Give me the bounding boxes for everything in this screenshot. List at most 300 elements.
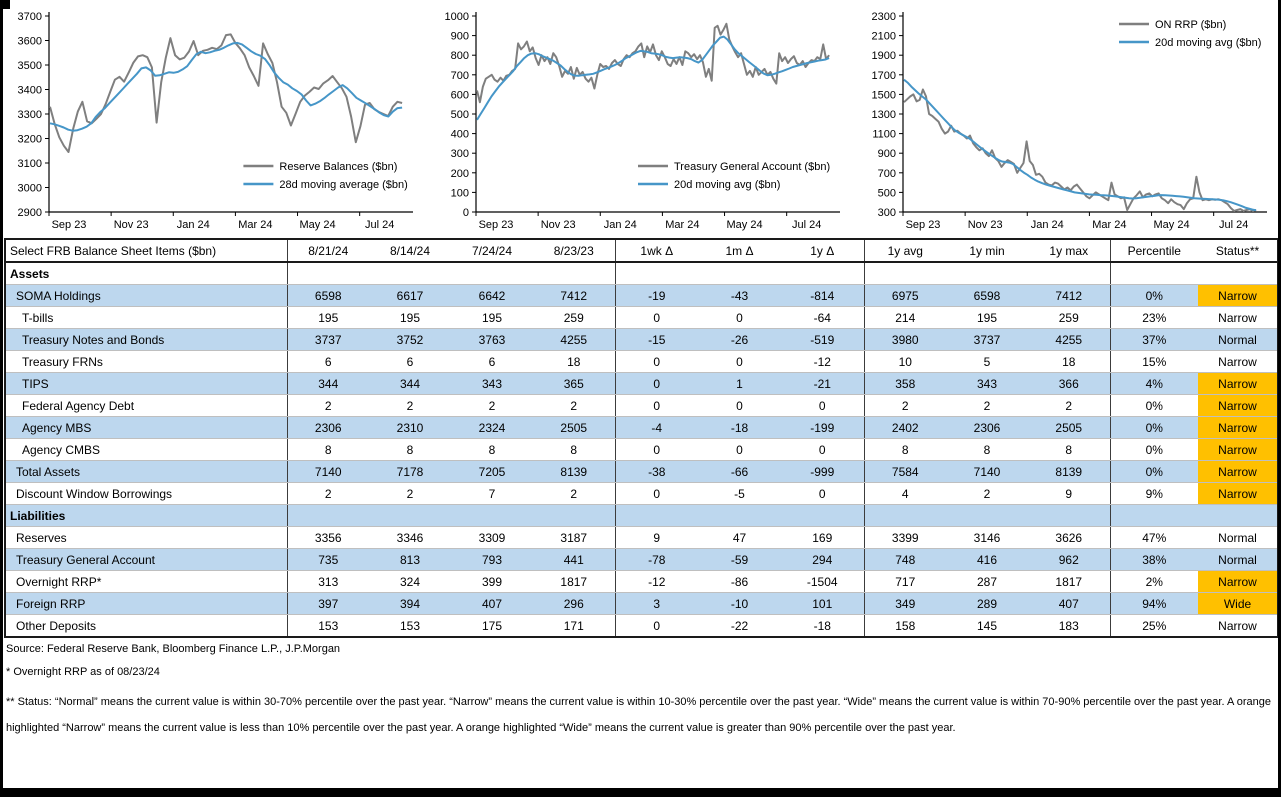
row-label: Other Deposits — [5, 615, 287, 638]
y-tick-label: 2300 — [871, 11, 896, 23]
value-cell: 7140 — [287, 461, 369, 483]
y-tick-label: 300 — [877, 207, 896, 219]
y-tick-label: 3700 — [17, 11, 42, 23]
status-badge: Normal — [1198, 527, 1278, 549]
y-tick-label: 3500 — [17, 60, 42, 72]
series-line-0 — [50, 34, 402, 152]
value-cell: 2 — [946, 395, 1028, 417]
y-tick-label: 800 — [450, 50, 469, 63]
legend-label: Reserve Balances ($bn) — [279, 161, 398, 173]
value-cell: 6642 — [451, 285, 533, 307]
value-cell: 717 — [864, 571, 946, 593]
value-cell: -64 — [781, 307, 864, 329]
value-cell: 358 — [864, 373, 946, 395]
section-row — [5, 262, 1278, 285]
chart-treasury-general-account-svg — [430, 6, 854, 238]
value-cell: 169 — [781, 527, 864, 549]
table-row — [5, 395, 1278, 417]
x-tick-label: Sep 23 — [905, 219, 941, 231]
column-header: 1y max — [1028, 239, 1110, 262]
status-badge: Narrow — [1198, 439, 1278, 461]
table-row — [5, 373, 1278, 395]
empty-cell — [451, 505, 533, 527]
value-cell: -10 — [698, 593, 781, 615]
row-label: Total Assets — [5, 461, 287, 483]
empty-cell — [698, 262, 781, 285]
row-label: Treasury Notes and Bonds — [5, 329, 287, 351]
x-tick-label: Sep 23 — [478, 219, 514, 231]
y-tick-label: 3000 — [17, 182, 42, 195]
value-cell: 195 — [946, 307, 1028, 329]
value-cell: -86 — [698, 571, 781, 593]
value-cell: 183 — [1028, 615, 1110, 638]
status-badge: Narrow — [1198, 571, 1278, 593]
value-cell: 324 — [369, 571, 451, 593]
table-title: Select FRB Balance Sheet Items ($bn) — [5, 239, 287, 262]
table-row — [5, 307, 1278, 329]
balance-sheet-table — [4, 238, 1279, 638]
value-cell: 343 — [946, 373, 1028, 395]
status-badge: Narrow — [1198, 483, 1278, 505]
value-cell: 6598 — [287, 285, 369, 307]
y-tick-label: 400 — [450, 128, 469, 141]
charts-row — [3, 0, 1278, 238]
chart-on-rrp — [857, 6, 1281, 238]
y-tick-label: 200 — [450, 167, 469, 180]
value-cell: 6975 — [864, 285, 946, 307]
value-cell: 18 — [533, 351, 615, 373]
empty-cell — [1110, 505, 1198, 527]
status-badge: Narrow — [1198, 461, 1278, 483]
status-badge: Narrow — [1198, 395, 1278, 417]
empty-cell — [1028, 505, 1110, 527]
column-header: 1y min — [946, 239, 1028, 262]
value-cell: 0 — [615, 395, 698, 417]
empty-cell — [781, 505, 864, 527]
series-line-1 — [904, 80, 1256, 211]
value-cell: 7 — [451, 483, 533, 505]
column-header: 7/24/24 — [451, 239, 533, 262]
y-tick-label: 900 — [877, 148, 896, 161]
value-cell: 2 — [533, 395, 615, 417]
value-cell: 1817 — [533, 571, 615, 593]
y-tick-label: 0 — [462, 207, 469, 219]
y-tick-label: 900 — [450, 30, 469, 43]
value-cell: 3763 — [451, 329, 533, 351]
row-label: Agency MBS — [5, 417, 287, 439]
empty-cell — [615, 505, 698, 527]
value-cell: 101 — [781, 593, 864, 615]
value-cell: -4 — [615, 417, 698, 439]
value-cell: 344 — [369, 373, 451, 395]
table-header — [5, 239, 1278, 262]
percentile-cell: 38% — [1110, 549, 1198, 571]
table-row — [5, 461, 1278, 483]
y-tick-label: 2100 — [871, 30, 896, 43]
y-tick-label: 300 — [450, 148, 469, 161]
legend-label: 28d moving average ($bn) — [279, 179, 408, 191]
value-cell: 7412 — [533, 285, 615, 307]
section-row — [5, 505, 1278, 527]
column-header: 1y avg — [864, 239, 946, 262]
percentile-cell: 0% — [1110, 461, 1198, 483]
value-cell: 3146 — [946, 527, 1028, 549]
value-cell: 8 — [864, 439, 946, 461]
value-cell: -43 — [698, 285, 781, 307]
value-cell: 7140 — [946, 461, 1028, 483]
y-tick-label: 1700 — [871, 69, 896, 82]
percentile-cell: 0% — [1110, 439, 1198, 461]
empty-cell — [451, 262, 533, 285]
value-cell: 3346 — [369, 527, 451, 549]
row-label: Treasury General Account — [5, 549, 287, 571]
status-badge: Narrow — [1198, 285, 1278, 307]
value-cell: 195 — [369, 307, 451, 329]
y-tick-label: 1500 — [871, 89, 896, 102]
value-cell: 0 — [698, 307, 781, 329]
value-cell: 2 — [369, 483, 451, 505]
value-cell: 1 — [698, 373, 781, 395]
legend-label: Treasury General Account ($bn) — [674, 161, 831, 173]
value-cell: 3737 — [287, 329, 369, 351]
table-row — [5, 351, 1278, 373]
percentile-cell: 23% — [1110, 307, 1198, 329]
value-cell: 4255 — [533, 329, 615, 351]
percentile-cell: 94% — [1110, 593, 1198, 615]
value-cell: 195 — [451, 307, 533, 329]
percentile-cell: 47% — [1110, 527, 1198, 549]
value-cell: 4 — [864, 483, 946, 505]
value-cell: 793 — [451, 549, 533, 571]
value-cell: 6617 — [369, 285, 451, 307]
empty-cell — [1028, 262, 1110, 285]
value-cell: 0 — [615, 439, 698, 461]
value-cell: 2310 — [369, 417, 451, 439]
empty-cell — [864, 505, 946, 527]
source-note: Source: Federal Reserve Bank, Bloomberg Finance L.P., J.P.Morgan — [6, 643, 341, 655]
y-tick-label: 3200 — [17, 133, 42, 146]
value-cell: -15 — [615, 329, 698, 351]
value-cell: 407 — [1028, 593, 1110, 615]
value-cell: 2 — [287, 483, 369, 505]
value-cell: -5 — [698, 483, 781, 505]
value-cell: 962 — [1028, 549, 1110, 571]
percentile-cell: 9% — [1110, 483, 1198, 505]
y-tick-label: 3600 — [17, 35, 42, 48]
x-tick-label: Nov 23 — [967, 219, 1003, 231]
legend-label: ON RRP ($bn) — [1155, 19, 1227, 31]
value-cell: -21 — [781, 373, 864, 395]
status-badge: Normal — [1198, 329, 1278, 351]
chart-treasury-general-account — [430, 6, 857, 238]
column-header: 1wk Δ — [615, 239, 698, 262]
row-label: Assets — [5, 262, 287, 285]
chart-on-rrp-svg — [857, 6, 1281, 238]
value-cell: 47 — [698, 527, 781, 549]
empty-cell — [1110, 262, 1198, 285]
value-cell: 7412 — [1028, 285, 1110, 307]
value-cell: 735 — [287, 549, 369, 571]
table-row — [5, 285, 1278, 307]
value-cell: 313 — [287, 571, 369, 593]
y-tick-label: 1000 — [444, 11, 469, 23]
value-cell: 7205 — [451, 461, 533, 483]
series-line-1 — [50, 43, 402, 131]
value-cell: 2 — [864, 395, 946, 417]
value-cell: 441 — [533, 549, 615, 571]
value-cell: 407 — [451, 593, 533, 615]
value-cell: 8 — [946, 439, 1028, 461]
row-label: Foreign RRP — [5, 593, 287, 615]
value-cell: -814 — [781, 285, 864, 307]
series-line-0 — [477, 24, 829, 102]
value-cell: 5 — [946, 351, 1028, 373]
legend-label: 20d moving avg ($bn) — [1155, 37, 1262, 49]
empty-cell — [946, 505, 1028, 527]
x-tick-label: May 24 — [1153, 219, 1190, 231]
value-cell: 349 — [864, 593, 946, 615]
value-cell: 2306 — [946, 417, 1028, 439]
y-tick-label: 3400 — [17, 84, 42, 97]
value-cell: 343 — [451, 373, 533, 395]
value-cell: 9 — [1028, 483, 1110, 505]
status-badge: Narrow — [1198, 417, 1278, 439]
value-cell: 344 — [287, 373, 369, 395]
value-cell: 3399 — [864, 527, 946, 549]
value-cell: 2505 — [533, 417, 615, 439]
table-body — [5, 262, 1278, 637]
value-cell: 2 — [946, 483, 1028, 505]
value-cell: 0 — [698, 351, 781, 373]
x-tick-label: Mar 24 — [238, 219, 273, 231]
value-cell: -999 — [781, 461, 864, 483]
value-cell: 0 — [615, 615, 698, 638]
value-cell: 0 — [698, 439, 781, 461]
row-label: Reserves — [5, 527, 287, 549]
y-tick-label: 500 — [877, 187, 896, 200]
value-cell: -18 — [698, 417, 781, 439]
row-label: TIPS — [5, 373, 287, 395]
value-cell: -18 — [781, 615, 864, 638]
status-badge: Narrow — [1198, 615, 1278, 638]
value-cell: 3626 — [1028, 527, 1110, 549]
value-cell: 171 — [533, 615, 615, 638]
value-cell: -199 — [781, 417, 864, 439]
value-cell: -59 — [698, 549, 781, 571]
value-cell: 0 — [781, 395, 864, 417]
value-cell: 145 — [946, 615, 1028, 638]
column-header: 8/14/24 — [369, 239, 451, 262]
value-cell: -26 — [698, 329, 781, 351]
value-cell: -19 — [615, 285, 698, 307]
status-badge: Narrow — [1198, 351, 1278, 373]
value-cell: 153 — [287, 615, 369, 638]
status-badge: Normal — [1198, 549, 1278, 571]
row-label: Overnight RRP* — [5, 571, 287, 593]
table-row — [5, 329, 1278, 351]
percentile-cell: 4% — [1110, 373, 1198, 395]
column-header: Status** — [1198, 239, 1278, 262]
value-cell: 4255 — [1028, 329, 1110, 351]
x-tick-label: Mar 24 — [1092, 219, 1127, 231]
value-cell: 287 — [946, 571, 1028, 593]
x-tick-label: Jan 24 — [176, 219, 210, 231]
empty-cell — [287, 505, 369, 527]
table-row — [5, 615, 1278, 638]
y-tick-label: 2900 — [17, 207, 42, 219]
value-cell: 7584 — [864, 461, 946, 483]
value-cell: 2 — [451, 395, 533, 417]
value-cell: 195 — [287, 307, 369, 329]
value-cell: -12 — [781, 351, 864, 373]
table-row — [5, 593, 1278, 615]
value-cell: 0 — [698, 395, 781, 417]
footnotes — [3, 638, 1278, 741]
empty-cell — [369, 505, 451, 527]
value-cell: -78 — [615, 549, 698, 571]
value-cell: 416 — [946, 549, 1028, 571]
value-cell: 2324 — [451, 417, 533, 439]
table-header-row — [5, 239, 1278, 262]
x-tick-label: Jan 24 — [603, 219, 637, 231]
value-cell: 2 — [287, 395, 369, 417]
value-cell: 1817 — [1028, 571, 1110, 593]
table-row — [5, 483, 1278, 505]
percentile-cell: 2% — [1110, 571, 1198, 593]
value-cell: 3 — [615, 593, 698, 615]
value-cell: 289 — [946, 593, 1028, 615]
status-badge: Narrow — [1198, 307, 1278, 329]
status-definition-footnote: ** Status: “Normal” means the current value is within 30-70% percentile over the past year. “Narrow” means the current value is within 10-30% percentile over the past year. “Wide” means the current value is within 70-90% percentile over the past year. A orange highlighted “Narrow” means the current value is less than 10% percentile over the past year. A orange highlighted “Wide” means the current value is greater than 90% percentile over the past year. — [6, 696, 1272, 734]
column-header: 1m Δ — [698, 239, 781, 262]
percentile-cell: 0% — [1110, 417, 1198, 439]
value-cell: 2 — [1028, 395, 1110, 417]
x-tick-label: Nov 23 — [540, 219, 576, 231]
value-cell: 6 — [451, 351, 533, 373]
value-cell: -22 — [698, 615, 781, 638]
column-header: Percentile — [1110, 239, 1198, 262]
y-tick-label: 3100 — [17, 158, 42, 170]
value-cell: 214 — [864, 307, 946, 329]
value-cell: 2306 — [287, 417, 369, 439]
percentile-cell: 0% — [1110, 395, 1198, 417]
empty-cell — [946, 262, 1028, 285]
value-cell: -1504 — [781, 571, 864, 593]
value-cell: 2 — [533, 483, 615, 505]
percentile-cell: 37% — [1110, 329, 1198, 351]
value-cell: 158 — [864, 615, 946, 638]
value-cell: 6 — [369, 351, 451, 373]
value-cell: 0 — [781, 483, 864, 505]
value-cell: 0 — [615, 351, 698, 373]
value-cell: 0 — [615, 483, 698, 505]
value-cell: 294 — [781, 549, 864, 571]
value-cell: 3737 — [946, 329, 1028, 351]
x-tick-label: Mar 24 — [665, 219, 700, 231]
chart-reserve-balances — [3, 6, 430, 238]
value-cell: 7178 — [369, 461, 451, 483]
value-cell: 0 — [781, 439, 864, 461]
legend-label: 20d moving avg ($bn) — [674, 179, 781, 191]
x-tick-label: Nov 23 — [113, 219, 149, 231]
x-tick-label: Jul 24 — [364, 219, 395, 231]
value-cell: 748 — [864, 549, 946, 571]
value-cell: 365 — [533, 373, 615, 395]
x-tick-label: Sep 23 — [51, 219, 87, 231]
y-tick-label: 100 — [450, 187, 469, 200]
value-cell: 6598 — [946, 285, 1028, 307]
value-cell: 8139 — [533, 461, 615, 483]
empty-cell — [1198, 262, 1278, 285]
rrp-asof-footnote: * Overnight RRP as of 08/23/24 — [6, 666, 160, 678]
chart-reserve-balances-svg — [3, 6, 427, 238]
value-cell: 3356 — [287, 527, 369, 549]
x-tick-label: Jul 24 — [791, 219, 822, 231]
row-label: Liabilities — [5, 505, 287, 527]
value-cell: 9 — [615, 527, 698, 549]
column-header: 1y Δ — [781, 239, 864, 262]
row-label: SOMA Holdings — [5, 285, 287, 307]
y-tick-label: 700 — [877, 167, 896, 180]
y-tick-label: 1900 — [871, 50, 896, 63]
table-row — [5, 549, 1278, 571]
value-cell: 3980 — [864, 329, 946, 351]
value-cell: 175 — [451, 615, 533, 638]
empty-cell — [369, 262, 451, 285]
value-cell: -38 — [615, 461, 698, 483]
empty-cell — [287, 262, 369, 285]
y-tick-label: 500 — [450, 109, 469, 121]
value-cell: -66 — [698, 461, 781, 483]
x-tick-label: Jul 24 — [1218, 219, 1249, 231]
percentile-cell: 0% — [1110, 285, 1198, 307]
table-row — [5, 527, 1278, 549]
value-cell: 259 — [533, 307, 615, 329]
value-cell: 6 — [287, 351, 369, 373]
value-cell: 10 — [864, 351, 946, 373]
x-tick-label: May 24 — [726, 219, 763, 231]
y-tick-label: 1300 — [871, 109, 896, 121]
empty-cell — [864, 262, 946, 285]
value-cell: 296 — [533, 593, 615, 615]
y-tick-label: 700 — [450, 69, 469, 82]
value-cell: 2402 — [864, 417, 946, 439]
empty-cell — [1198, 505, 1278, 527]
value-cell: 18 — [1028, 351, 1110, 373]
y-tick-label: 1100 — [872, 128, 896, 141]
table-row — [5, 571, 1278, 593]
y-tick-label: 600 — [450, 89, 469, 102]
value-cell: 394 — [369, 593, 451, 615]
column-header: 8/21/24 — [287, 239, 369, 262]
value-cell: 0 — [615, 307, 698, 329]
row-label: Agency CMBS — [5, 439, 287, 461]
value-cell: 153 — [369, 615, 451, 638]
value-cell: 3752 — [369, 329, 451, 351]
y-tick-label: 3300 — [17, 109, 42, 121]
empty-cell — [533, 262, 615, 285]
table-row — [5, 417, 1278, 439]
status-badge: Narrow — [1198, 373, 1278, 395]
value-cell: 259 — [1028, 307, 1110, 329]
empty-cell — [781, 262, 864, 285]
row-label: Federal Agency Debt — [5, 395, 287, 417]
value-cell: 3309 — [451, 527, 533, 549]
empty-cell — [533, 505, 615, 527]
percentile-cell: 15% — [1110, 351, 1198, 373]
value-cell: 0 — [615, 373, 698, 395]
value-cell: -12 — [615, 571, 698, 593]
